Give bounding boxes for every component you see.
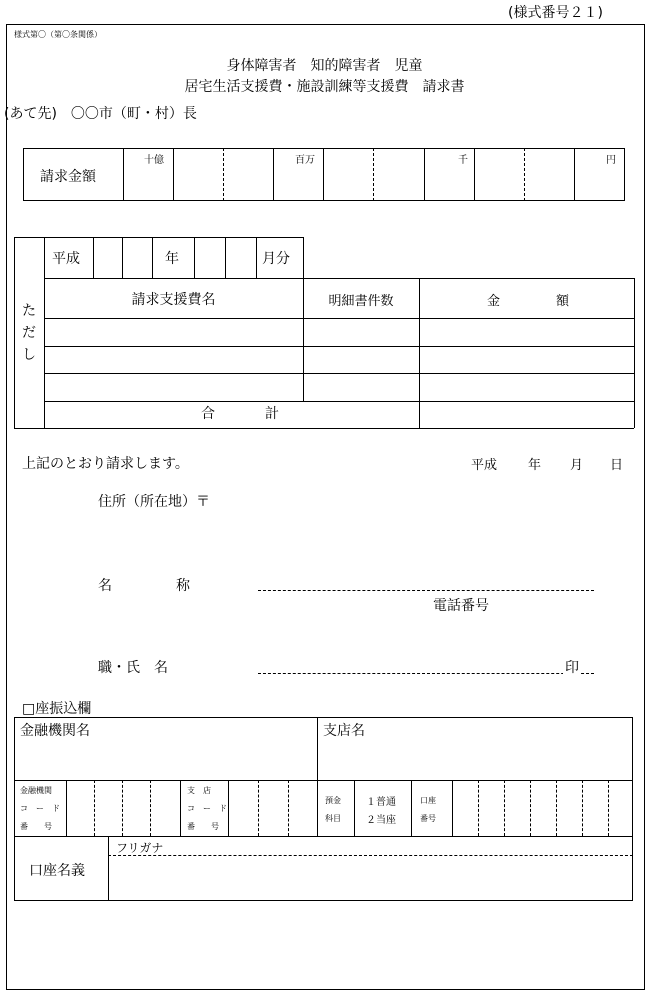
name-label-1: 名: [98, 578, 112, 594]
representative-label: 職・氏 名: [98, 660, 168, 676]
title-line-2: 居宅生活支援費・施設訓練等支援費 請求書: [184, 79, 465, 95]
date-day: 日: [610, 458, 624, 473]
date-era: 平成: [471, 458, 498, 473]
statement: 上記のとおり請求します。: [22, 456, 189, 472]
representative-line: [258, 673, 594, 674]
col-amount-2: 額: [556, 294, 570, 309]
date-month: 月: [570, 458, 584, 473]
date-year: 年: [528, 458, 542, 473]
branch-code-label-3: 番 号: [187, 822, 219, 831]
address-label: 住所（所在地）〒: [98, 494, 210, 510]
furigana-label: フリガナ: [116, 841, 164, 855]
branch-name-label: 支店名: [323, 723, 365, 739]
unit-en: 円: [606, 155, 616, 166]
branch-code-label-1: 支 店: [187, 786, 211, 795]
period-year: 年: [165, 251, 179, 267]
bank-table: [14, 717, 633, 901]
account-holder-label: 口座名義: [29, 863, 85, 879]
name-label-2: 称: [176, 578, 190, 594]
addressee: (あて先) 〇〇市（町・村）長: [4, 106, 197, 122]
deposit-label-2: 科目: [325, 814, 341, 823]
col-claim-name: 請求支援費名: [131, 292, 216, 308]
period-month: 月分: [262, 251, 290, 267]
period-era: 平成: [52, 251, 80, 267]
phone-label: 電話番号: [433, 598, 489, 614]
bank-section-title: □座振込欄: [22, 701, 92, 717]
deposit-label-1: 預金: [325, 796, 341, 805]
deposit-option-ordinary: １普通: [366, 797, 396, 808]
branch-code-label-2: コ ー ド: [187, 804, 227, 813]
account-number-label-2: 番号: [420, 814, 436, 823]
col-statement-count: 明細書件数: [328, 294, 394, 309]
deposit-option-current: ２当座: [366, 815, 396, 826]
amount-label: 請求金額: [40, 169, 96, 185]
title-line-1: 身体障害者 知的障害者 児童: [226, 58, 423, 74]
form-number: (様式番号２１): [508, 5, 603, 21]
account-number-label-1: 口座: [420, 796, 436, 805]
unit-sen: 千: [458, 155, 468, 166]
bank-code-label-3: 番 号: [20, 822, 52, 831]
tadashi-label: た だ し: [22, 303, 36, 363]
total-label-2: 計: [265, 406, 279, 422]
amount-table: [23, 148, 625, 201]
bank-name-label: 金融機関名: [20, 723, 90, 739]
col-amount-1: 金: [487, 294, 501, 309]
seal-mark: 印: [563, 657, 581, 677]
bank-code-label-2: コ ー ド: [20, 804, 60, 813]
name-line: [258, 590, 594, 591]
unit-hyakuman: 百万: [295, 155, 315, 166]
form-reference: 様式第〇（第〇条関係）: [14, 30, 102, 39]
unit-oku: 十億: [144, 155, 164, 166]
bank-code-label-1: 金融機関: [20, 786, 52, 795]
total-label-1: 合: [201, 406, 215, 422]
